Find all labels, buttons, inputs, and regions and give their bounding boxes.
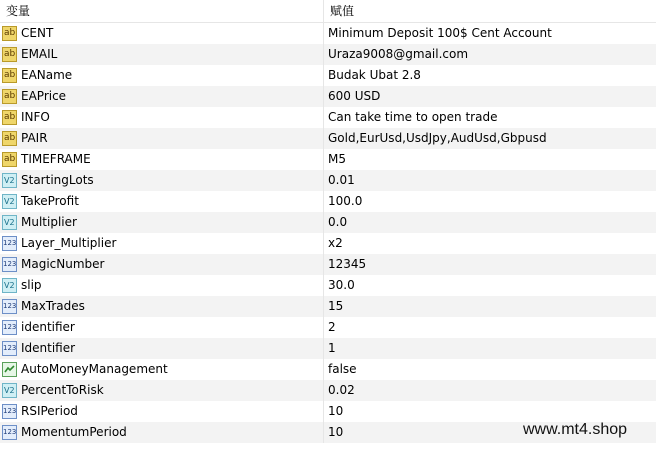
double-icon: V2: [2, 215, 17, 230]
parameter-name: Layer_Multiplier: [21, 236, 117, 250]
table-row[interactable]: [0, 86, 656, 107]
string-icon: ab: [2, 131, 17, 146]
table-row[interactable]: [0, 128, 656, 149]
column-separator: [323, 338, 324, 359]
parameter-name: MomentumPeriod: [21, 425, 127, 439]
parameter-name: AutoMoneyManagement: [21, 362, 168, 376]
parameter-value[interactable]: 0.02: [328, 383, 355, 397]
table-row[interactable]: [0, 65, 656, 86]
table-row[interactable]: [0, 380, 656, 401]
table-row[interactable]: [0, 359, 656, 380]
parameter-name: Identifier: [21, 341, 76, 355]
column-header-variable[interactable]: 变量: [6, 4, 31, 18]
integer-icon: 123: [2, 404, 17, 419]
parameter-name: MagicNumber: [21, 257, 105, 271]
parameter-name: StartingLots: [21, 173, 94, 187]
column-separator: [323, 44, 324, 65]
table-row[interactable]: [0, 296, 656, 317]
integer-icon: 123: [2, 320, 17, 335]
parameter-value[interactable]: Can take time to open trade: [328, 110, 498, 124]
parameter-value[interactable]: 0.0: [328, 215, 348, 229]
parameter-value[interactable]: 12345: [328, 257, 367, 271]
parameter-name: EMAIL: [21, 47, 58, 61]
parameter-name: PAIR: [21, 131, 48, 145]
column-separator: [323, 380, 324, 401]
column-separator: [323, 149, 324, 170]
parameter-name: TIMEFRAME: [21, 152, 91, 166]
parameter-value[interactable]: x2: [328, 236, 343, 250]
parameter-value[interactable]: 15: [328, 299, 344, 313]
parameter-value[interactable]: 2: [328, 320, 336, 334]
string-icon: ab: [2, 26, 17, 41]
string-icon: ab: [2, 47, 17, 62]
string-icon: ab: [2, 68, 17, 83]
integer-icon: 123: [2, 425, 17, 440]
column-separator: [323, 212, 324, 233]
column-separator: [323, 23, 324, 44]
table-row[interactable]: [0, 149, 656, 170]
parameter-name: RSIPeriod: [21, 404, 78, 418]
table-row[interactable]: [0, 338, 656, 359]
parameter-value[interactable]: M5: [328, 152, 346, 166]
column-separator: [323, 170, 324, 191]
parameter-value[interactable]: 100.0: [328, 194, 363, 208]
column-header-value[interactable]: 赋值: [330, 4, 355, 18]
parameter-name: MaxTrades: [21, 299, 85, 313]
table-row[interactable]: [0, 401, 656, 422]
table-row[interactable]: [0, 191, 656, 212]
column-separator: [323, 401, 324, 422]
column-separator: [323, 86, 324, 107]
double-icon: V2: [2, 194, 17, 209]
parameter-value[interactable]: false: [328, 362, 357, 376]
column-separator: [323, 128, 324, 149]
table-row[interactable]: [0, 317, 656, 338]
table-header: [0, 0, 656, 23]
parameter-name: identifier: [21, 320, 75, 334]
column-separator: [323, 275, 324, 296]
double-icon: V2: [2, 173, 17, 188]
column-divider[interactable]: [323, 0, 324, 22]
table-row[interactable]: [0, 212, 656, 233]
integer-icon: 123: [2, 257, 17, 272]
parameter-value[interactable]: Minimum Deposit 100$ Cent Account: [328, 26, 552, 40]
double-icon: V2: [2, 278, 17, 293]
parameter-value[interactable]: Uraza9008@gmail.com: [328, 47, 469, 61]
table-row[interactable]: [0, 44, 656, 65]
parameter-name: INFO: [21, 110, 50, 124]
parameter-name: PercentToRisk: [21, 383, 104, 397]
column-separator: [323, 317, 324, 338]
parameter-name: EAPrice: [21, 89, 67, 103]
column-separator: [323, 296, 324, 317]
table-row[interactable]: [0, 233, 656, 254]
parameter-name: EAName: [21, 68, 73, 82]
parameter-name: TakeProfit: [21, 194, 79, 208]
string-icon: ab: [2, 89, 17, 104]
string-icon: ab: [2, 110, 17, 125]
parameters-table: [0, 23, 656, 443]
table-row[interactable]: [0, 107, 656, 128]
parameter-name: slip: [21, 278, 42, 292]
integer-icon: 123: [2, 299, 17, 314]
table-row[interactable]: [0, 254, 656, 275]
string-icon: ab: [2, 152, 17, 167]
table-row[interactable]: [0, 170, 656, 191]
integer-icon: 123: [2, 341, 17, 356]
parameter-value[interactable]: 600 USD: [328, 89, 381, 103]
column-separator: [323, 65, 324, 86]
watermark-text: www.mt4.shop: [523, 421, 628, 438]
parameter-value[interactable]: Budak Ubat 2.8: [328, 68, 421, 82]
table-row[interactable]: [0, 23, 656, 44]
column-separator: [323, 254, 324, 275]
column-separator: [323, 359, 324, 380]
boolean-icon: [2, 362, 17, 377]
parameter-value[interactable]: Gold,EurUsd,UsdJpy,AudUsd,Gbpusd: [328, 131, 547, 145]
parameter-name: Multiplier: [21, 215, 77, 229]
column-separator: [323, 107, 324, 128]
parameter-value[interactable]: 0.01: [328, 173, 355, 187]
column-separator: [323, 422, 324, 443]
parameter-value[interactable]: 1: [328, 341, 336, 355]
double-icon: V2: [2, 383, 17, 398]
column-separator: [323, 233, 324, 254]
parameter-name: CENT: [21, 26, 54, 40]
parameter-value[interactable]: 10: [328, 404, 344, 418]
parameter-value[interactable]: 10: [328, 425, 344, 439]
table-row[interactable]: [0, 275, 656, 296]
parameter-value[interactable]: 30.0: [328, 278, 355, 292]
integer-icon: 123: [2, 236, 17, 251]
column-separator: [323, 191, 324, 212]
